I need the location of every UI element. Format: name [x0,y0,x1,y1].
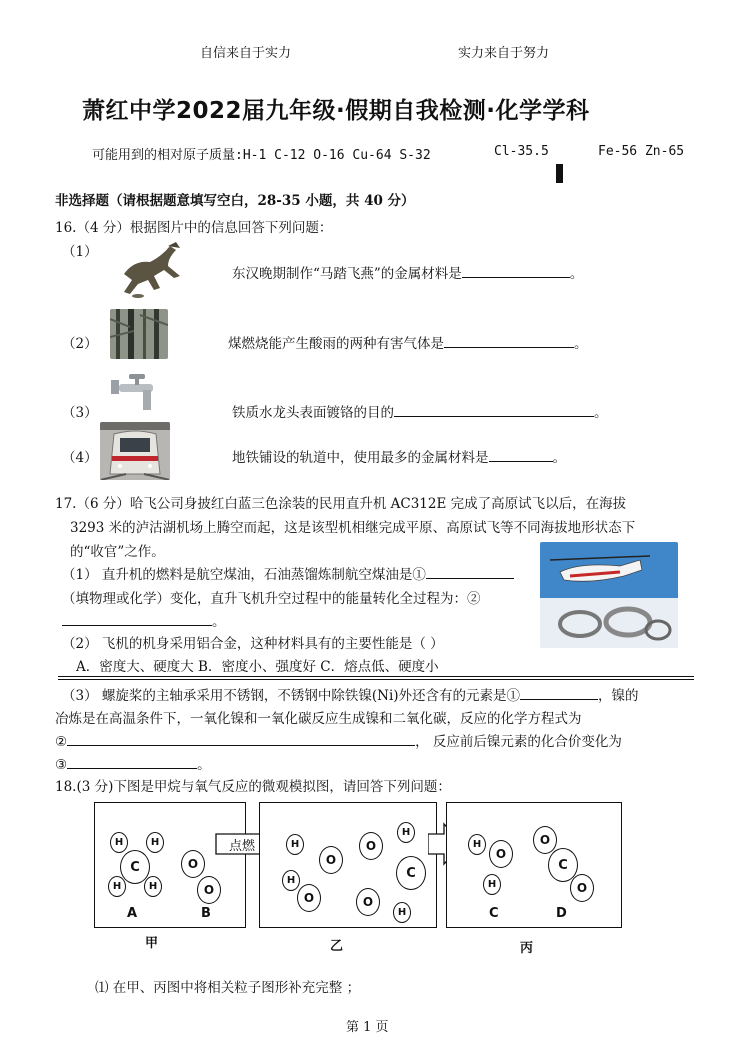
atom-h: H [393,902,411,923]
q17-line1: 17.（6 分）哈飞公司身披红白蓝三色涂装的民用直升机 AC312E 完成了高原试飞以后，在海拔 [55,496,627,512]
atom-o: O [489,840,513,868]
q16-item3 [232,401,608,421]
q17-p3c-pre: ② [55,734,68,750]
atom-h: H [282,870,300,891]
atom-h: H [483,874,501,895]
q17-p1a [62,563,514,583]
q16-item4-num: （4） [62,450,98,466]
page-number: 第 1 页 [346,1020,389,1035]
q17-p3c-post: ， 反应前后镍元素的化合价变化为 [415,734,622,750]
bronze-horse-image [110,236,192,300]
q17-blank-4[interactable] [67,733,415,746]
q16-stem: 16.（4 分）根据图片中的信息回答下列问题： [55,220,333,236]
section-heading: 非选择题（请根据题意填写空白，28-35 小题，共 40 分） [55,193,415,209]
species-label-d: D [556,906,567,921]
q16-item1-text: 东汉晚期制作“马踏飞燕”的金属材料是 [232,266,462,282]
atomic-mass-fe-zn: Fe-56 Zn-65 [598,144,685,159]
q16-item3-end: 。 [594,405,608,421]
q17-p2: （2） 飞机的机身采用铝合金，这种材料具有的主要性能是（ ） [62,636,444,652]
q16-item4 [232,446,566,466]
forest-acid-rain-image [110,309,168,359]
q16-item2-end: 。 [574,336,588,352]
atom-c: C [396,856,426,890]
q17-blank-3[interactable] [520,687,598,700]
atom-h: H [146,832,164,853]
atom-o: O [297,884,321,912]
divider-2 [58,679,694,680]
q16-item2 [228,332,588,352]
q17-p3c [55,730,622,750]
q16-item4-end: 。 [552,450,566,466]
q16-item2-text: 煤燃烧能产生酸雨的两种有害气体是 [228,336,444,352]
atom-c: C [548,848,578,882]
atom-o: O [197,876,221,904]
panel-label-yi: 乙 [330,939,344,954]
q17-p1c [62,610,226,630]
q17-p3a [62,684,639,704]
atomic-mass-cl: Cl-35.5 [494,144,549,159]
q17-p3a-end: ，镍的 [598,688,639,704]
atom-h: H [397,822,415,843]
q17-p3d-pre: ③ [55,757,68,773]
atom-o: O [533,826,557,854]
motto-right: 实力来自于努力 [458,46,550,61]
q17-p1b: （填物理或化学）变化，直升飞机升空过程中的能量转化全过程为：② [62,591,481,607]
faucet-image [107,372,163,418]
q16-item3-blank[interactable] [394,404,594,417]
q17-blank-5[interactable] [67,756,197,769]
q17-p3d-end: 。 [197,757,211,773]
atom-o: O [359,832,383,860]
atom-o: O [356,888,380,916]
cursor-block [556,164,563,183]
q16-item4-blank[interactable] [489,449,553,462]
q18-stem: 18.(3 分)下图是甲烷与氧气反应的微观模拟图，请回答下列问题： [55,779,451,795]
atom-h: H [110,832,128,853]
atom-o: O [181,850,205,878]
atom-h: H [286,834,304,855]
arrow-label: 点燃 [229,839,256,854]
divider-1 [58,676,694,677]
subway-train-image [100,422,170,480]
q17-line2: 3293 米的泸沽湖机场上腾空而起，这是该型机相继完成平原、高原试飞等不同海拔地形状态下 [70,520,636,536]
panel-label-jia: 甲 [145,936,159,951]
q16-item1-num: （1） [62,244,98,260]
atomic-masses: 可能用到的相对原子质量:H-1 C-12 O-16 Cu-64 S-32 [92,148,431,163]
q16-item3-num: （3） [62,405,98,421]
q16-item3-text: 铁质水龙头表面镀铬的目的 [232,405,394,421]
q17-p3d [55,753,211,773]
q17-p3a-text: （3） 螺旋桨的主轴承采用不锈钢，不锈钢中除铁镍(Ni)外还含有的元素是① [62,688,521,704]
atom-h: H [144,876,162,897]
q16-item1 [232,262,583,282]
helicopter-bearing-image [540,542,678,648]
species-label-b: B [201,906,211,921]
motto-left: 自信来自于实力 [200,46,292,61]
q16-item2-num: （2） [62,336,98,352]
atom-o: O [319,846,343,874]
q16-item4-text: 地铁铺设的轨道中，使用最多的金属材料是 [232,450,489,466]
q18-sub1: ⑴ 在甲、丙图中将相关粒子图形补充完整 ； [95,980,361,996]
species-label-a: A [127,906,138,921]
q17-p1a-text: （1） 直升机的燃料是航空煤油，石油蒸馏炼制航空煤油是① [62,567,426,583]
atom-c: C [120,850,150,884]
atom-h: H [468,834,486,855]
q17-p1c-end: 。 [212,614,226,630]
q16-item1-blank[interactable] [462,265,570,278]
q17-options: A．密度大、硬度大 B．密度小、强度好 C．熔点低、硬度小 [76,659,439,675]
species-label-c: C [489,906,499,921]
panel-label-bing: 丙 [520,941,534,956]
q16-item2-blank[interactable] [444,335,574,348]
panel-bing [446,802,622,928]
atom-h: H [108,876,126,897]
atom-o: O [570,874,594,902]
q17-p3b: 冶炼是在高温条件下，一氧化镍和一氧化碳反应生成镍和二氧化碳，反应的化学方程式为 [55,711,582,727]
q16-item1-end: 。 [569,266,584,282]
q17-blank-2[interactable] [62,613,212,626]
q17-blank-1[interactable] [426,566,514,579]
q17-line3: 的“收官”之作。 [70,544,165,560]
page-title: 萧红中学2022届九年级·假期自我检测·化学学科 [82,98,590,124]
